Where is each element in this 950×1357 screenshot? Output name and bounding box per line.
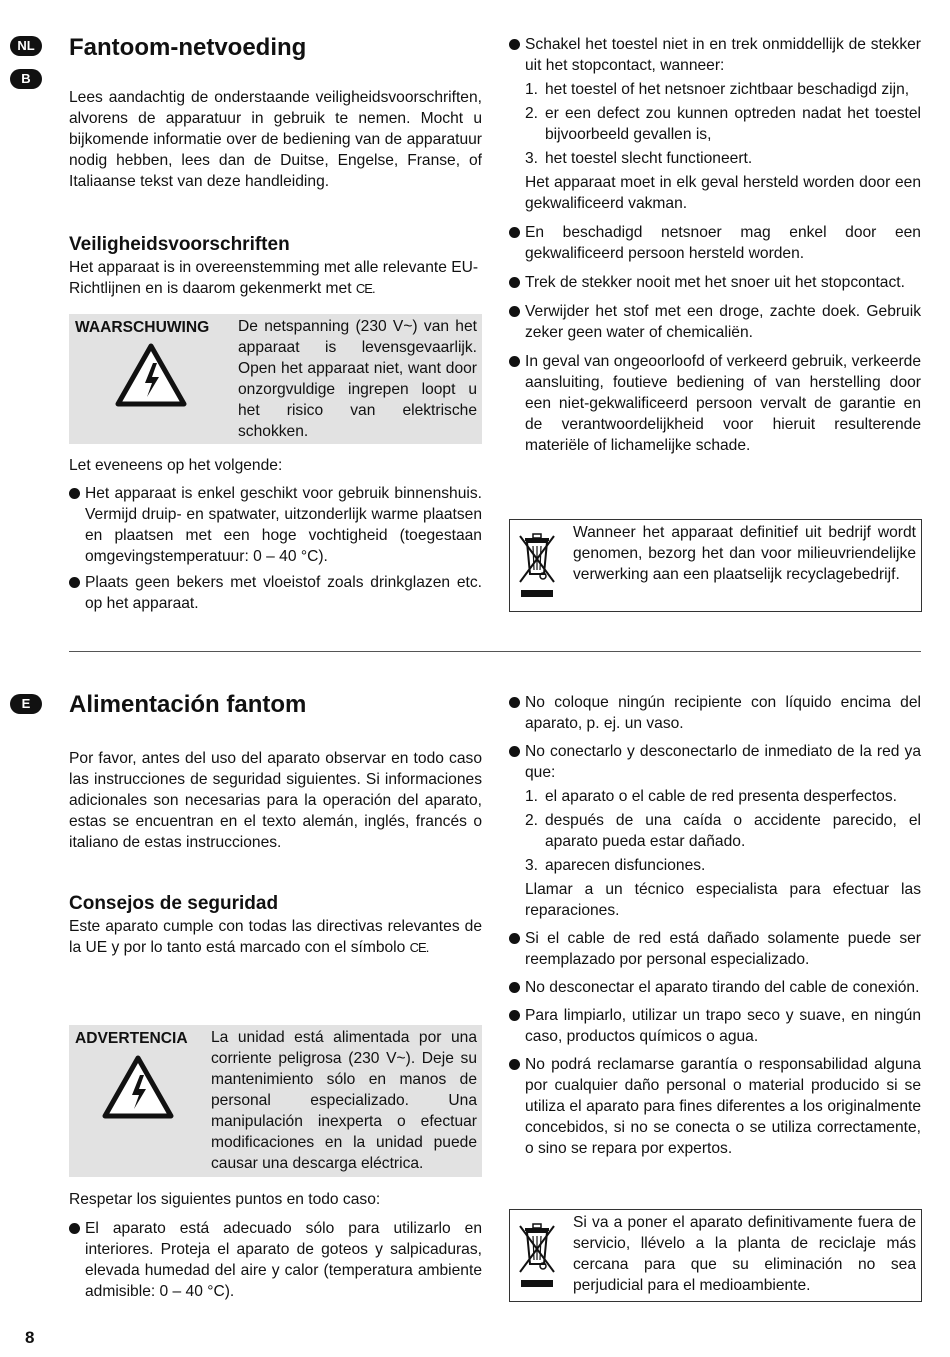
language-badge-nl: NL	[10, 36, 42, 56]
list-item: No desconectar el aparato tirando del cable de conexión.	[509, 977, 921, 998]
list-item: No coloque ningún recipiente con líquido encima del aparato, p. ej. un vaso.	[509, 692, 921, 734]
language-badge-e: E	[10, 694, 42, 714]
es-conformity-body: Este aparato cumple con todas las directivas relevantes de la UE y por lo tanto está marcado con el símbolo	[69, 918, 482, 956]
electric-hazard-icon	[115, 343, 187, 407]
es-safety-heading: Consejos de seguridad	[69, 893, 279, 914]
list-item: No podrá reclamarse garantía o responsabilidad alguna por cualquier daño personal o material producido si se utiliza el aparato para fines diferentes a los originalmente concebidos, si no se conecta o se utiliza correctamente, o sino se repara por expertos.	[509, 1054, 921, 1159]
es-conformity-text	[69, 916, 482, 958]
es-warning-box	[69, 1025, 482, 1177]
list-item: Schakel het toestel niet in en trek onmiddellijk de stekker uit het stopcontact, wanneer:	[509, 34, 921, 76]
nl-unplug-list	[509, 79, 921, 214]
es-warning-label: ADVERTENCIA	[75, 1030, 188, 1047]
es-intro-paragraph: Por favor, antes del uso del aparato observar en todo caso las instrucciones de seguridad siguientes. Si informaciones adicionales son necesarias para la operación del aparato, estas se encuentran en el texto alemán, inglés, francés o italiano de estas instrucciones.	[69, 750, 482, 851]
page-number: 8	[25, 1328, 35, 1347]
nl-left-column	[69, 87, 482, 299]
section-title-es: Alimentación fantom	[69, 691, 307, 718]
numbered-item	[525, 855, 921, 876]
electric-hazard-icon	[102, 1055, 174, 1119]
item-number: 1.	[525, 81, 539, 98]
language-badge-b: B	[10, 69, 42, 89]
es-disposal-box	[509, 1209, 922, 1302]
list-item: No conectarlo y desconectarlo de inmediato de la red ya que:	[509, 741, 921, 783]
nl-right-column	[509, 34, 921, 456]
numbered-item	[525, 103, 921, 145]
ce-mark: CE.	[409, 940, 429, 955]
nl-intro-paragraph: Lees aandachtig de onderstaande veiligheidsvoorschriften, alvorens de apparatuur in gebruik te nemen. Mocht u bijkomende informatie over de bediening van de apparatuur nodig hebben, lees dan de Duitse, Engelse, Franse, of Italiaanse tekst van deze handleiding.	[69, 89, 482, 190]
section-divider	[69, 651, 921, 652]
item-text: het toestel slecht functioneert.	[545, 150, 753, 167]
nl-warning-text: De netspanning (230 V~) van het apparaat is levensgevaarlijk. Open het apparaat niet, want door onzorgvuldige ingrepen loopt u het risico van elektrische schokken.	[238, 318, 477, 440]
nl-conformity-text	[69, 257, 482, 299]
nl-conformity-body: Het apparaat is in overeenstemming met alle relevante EU-Richtlijnen en is daarom gekenmerkt met	[69, 259, 479, 297]
es-unplug-note: Llamar a un técnico especialista para efectuar las reparaciones.	[525, 881, 921, 919]
nl-warning-box	[69, 314, 482, 444]
list-item: Plaats geen bekers met vloeistof zoals drinkglazen etc. op het apparaat.	[69, 572, 482, 614]
nl-left-column-lower	[69, 455, 482, 614]
list-item: El aparato está adecuado sólo para utilizarlo en interiores. Proteja el aparato de goteos y salpicaduras, elevada humedad del aire y calor (temperatura ambiente admisible: 0 – 40 °C).	[69, 1218, 482, 1302]
crossed-bin-icon	[516, 1218, 558, 1290]
es-note-intro: Respetar los siguientes puntos en todo caso:	[69, 1191, 381, 1208]
numbered-item	[525, 148, 921, 169]
list-item: Verwijder het stof met een droge, zachte doek. Gebruik zeker geen water of chemicaliën.	[509, 301, 921, 343]
item-text: het toestel of het netsnoer zichtbaar beschadigd zijn,	[545, 81, 910, 98]
crossed-bin-icon	[516, 528, 558, 600]
section-title-nl: Fantoom-netvoeding	[69, 34, 307, 61]
list-item: Het apparaat is enkel geschikt voor gebruik binnenshuis. Vermijd druip- en spatwater, uitzonderlijk warme plaatsen en plaatsen met een hoge vochtigheid (toegestaan omgevingstemperatuur: 0 – 40 °C).	[69, 483, 482, 567]
es-right-column	[509, 692, 921, 1159]
item-number: 3.	[525, 857, 539, 874]
list-item: Para limpiarlo, utilizar un trapo seco y suave, en ningún caso, productos químicos o agua.	[509, 1005, 921, 1047]
item-text: después de una caída o accidente parecido, el aparato pueda estar dañado.	[545, 812, 921, 850]
item-number: 3.	[525, 150, 539, 167]
list-item: En beschadigd netsnoer mag enkel door een gekwalificeerd persoon hersteld worden.	[509, 222, 921, 264]
es-disposal-text: Si va a poner el aparato definitivamente fuera de servicio, llévelo a la planta de reciclaje más cercana para que su eliminación no sea perjudicial para el medioambiente.	[573, 1214, 916, 1294]
numbered-item	[525, 786, 921, 807]
item-text: el aparato o el cable de red presenta desperfectos.	[545, 788, 897, 805]
nl-disposal-box	[509, 519, 922, 612]
nl-warning-label: WAARSCHUWING	[75, 319, 210, 336]
nl-unplug-note: Het apparaat moet in elk geval hersteld worden door een gekwalificeerd vakman.	[525, 174, 921, 212]
numbered-item	[525, 810, 921, 852]
list-item: Si el cable de red está dañado solamente puede ser reemplazado por personal especializado.	[509, 928, 921, 970]
list-item: In geval van ongeoorloofd of verkeerd gebruik, verkeerde aansluiting, foutieve bediening of van herstelling door een niet-gekwalificeerd persoon vervalt de garantie en de verantwoordelijkheid voor hieruit resulterende materiële of lichamelijke schade.	[509, 351, 921, 456]
item-number: 1.	[525, 788, 539, 805]
nl-safety-heading: Veiligheidsvoorschriften	[69, 234, 290, 255]
ce-mark: CE.	[355, 281, 375, 296]
nl-disposal-text: Wanneer het apparaat definitief uit bedrijf wordt genomen, bezorg het dan voor milieuvriendelijke verwerking aan een plaatselijk recyclagebedrijf.	[573, 524, 916, 583]
nl-note-intro: Let eveneens op het volgende:	[69, 457, 283, 474]
es-unplug-list	[509, 786, 921, 921]
item-text: aparecen disfunciones.	[545, 857, 706, 874]
numbered-item	[525, 79, 921, 100]
item-number: 2.	[525, 812, 539, 829]
es-warning-text: La unidad está alimentada por una corriente peligrosa (230 V~). Deje su mantenimiento sólo en manos de personal especializado. Una manipulación inexperta o efectuar modificaciones en la unidad puede causar una descarga eléctrica.	[211, 1029, 477, 1172]
es-left-column	[69, 748, 482, 958]
list-item: Trek de stekker nooit met het snoer uit het stopcontact.	[509, 272, 921, 293]
item-text: er een defect zou kunnen optreden nadat het toestel bijvoorbeeld gevallen is,	[545, 105, 921, 143]
es-left-column-lower	[69, 1189, 482, 1302]
item-number: 2.	[525, 105, 539, 122]
